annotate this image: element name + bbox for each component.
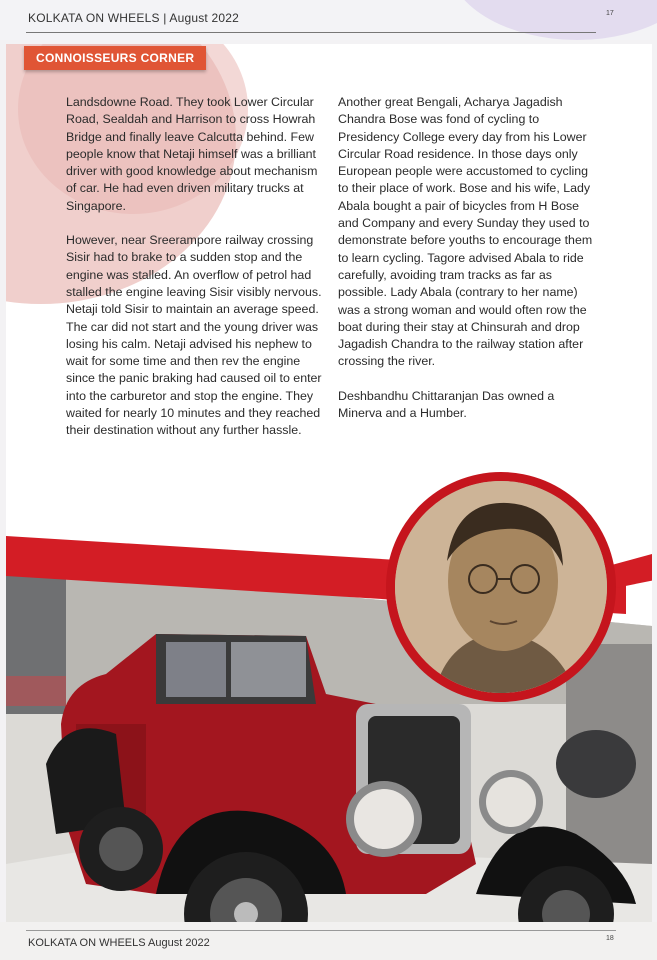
left-paragraph: Landsdowne Road. They took Lower Circular Road, Sealdah and Harrison to cross Howrah Bridge and finally leave Calcutta behind. Few people know that Netaji himself was a brilliant driver with good knowledge about mechanism of car. He had even driven military trucks at Singapore. [66, 95, 318, 213]
footer-page-number: 18 [606, 935, 614, 942]
right-column [338, 94, 594, 439]
left-column [66, 94, 322, 457]
top-header [0, 0, 657, 40]
right-paragraph: Another great Bengali, Acharya Jagadish Chandra Bose was fond of cycling to Presidency College every day from his Lower Circular Road residence. In those days only European people were accustomed to cycling to their place of work. Bose and his wife, Lady Abala bought a pair of bicycles from H Bose and Company and every Sunday they used to demonstrate before youths to encourage them to learn cycling. Tagore advised Abala to ride carefully, avoiding tram tracks as far as possible. Lady Abala (contrary to her name) was a strong woman and would often row the boat during their stay at Chinsurah and drop Jagadish Chandra to the railway station after crossing the river. [338, 95, 593, 369]
footer-title: KOLKATA ON WHEELS August 2022 [28, 937, 210, 949]
right-paragraph: Deshbandhu Chittaranjan Das owned a Minerva and a Humber. [338, 388, 555, 421]
header-page-number: 17 [606, 10, 614, 17]
magazine-page [6, 44, 652, 956]
header-rule [26, 32, 596, 33]
footer-rule [26, 930, 616, 931]
portrait-illustration [395, 481, 607, 693]
portrait-photo [395, 481, 607, 693]
section-tag: CONNOISSEURS CORNER [24, 46, 206, 70]
header-decoration [447, 0, 657, 40]
portrait-frame [386, 472, 616, 702]
left-paragraph: However, near Sreerampore railway crossing Sisir had to brake to a sudden stop and the engine was stalled. An overflow of petrol had stalled the engine leaving Sisir visibly nervous. Netaji told Sisir to maintain an average speed. The car did not start and the young driver was losing his calm. Netaji advised his nephew to wait for some time and then rev the engine since the panic braking had caused oil to enter into the carburetor and stop the engine. They waited for nearly 10 minutes and they reached their destination without any further hassle. [66, 233, 322, 438]
header-title: KOLKATA ON WHEELS | August 2022 [28, 11, 239, 25]
